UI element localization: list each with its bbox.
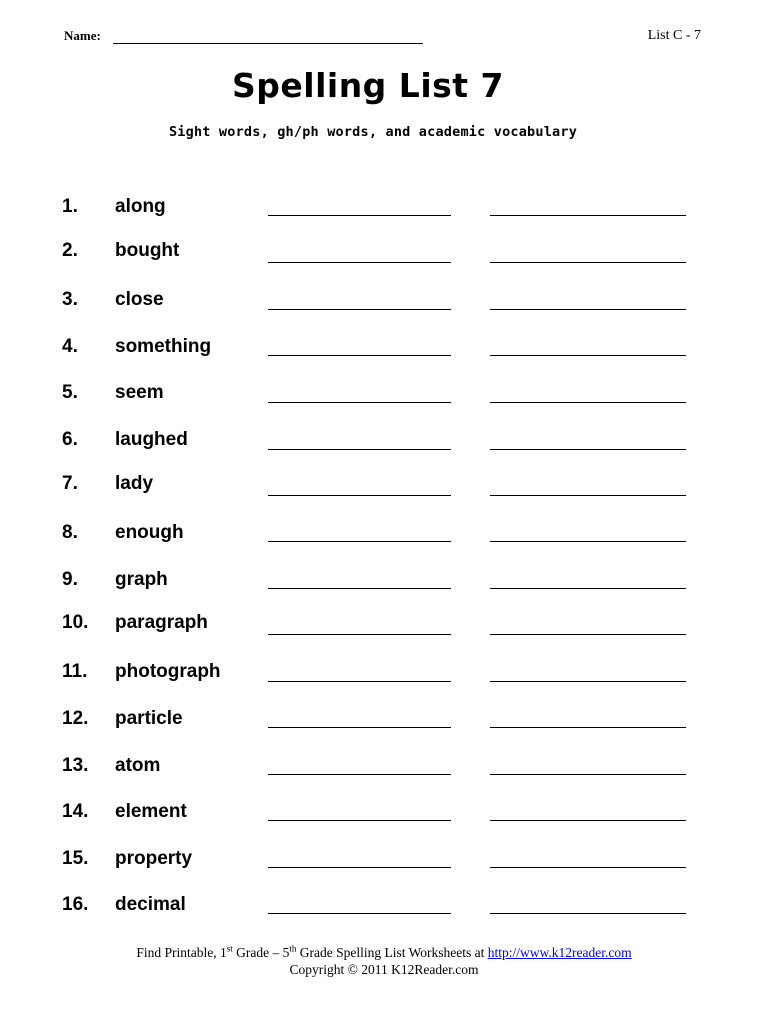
write-blank-2[interactable] [490,867,686,868]
write-blank-2[interactable] [490,913,686,914]
spelling-word: bought [115,240,180,261]
spelling-word: laughed [115,429,188,450]
write-blank-2[interactable] [490,774,686,775]
page-subtitle: Sight words, gh/ph words, and academic vocabulary [168,124,578,140]
footer-suffix: Grade Spelling List Worksheets at [296,945,488,960]
spelling-word: enough [115,522,184,543]
write-blank-2[interactable] [490,634,686,635]
write-blank-2[interactable] [490,495,686,496]
word-number: 8. [62,522,78,543]
spelling-word: element [115,801,187,822]
write-blank-1[interactable] [268,867,451,868]
write-blank-1[interactable] [268,262,451,263]
word-number: 13. [62,755,89,776]
footer-middle: Grade – 5 [232,945,290,960]
word-number: 1. [62,196,78,217]
word-number: 6. [62,429,78,450]
word-row [0,522,768,552]
word-row [0,801,768,831]
write-blank-2[interactable] [490,355,686,356]
spelling-word: particle [115,708,183,729]
word-row [0,196,768,226]
footer [0,944,768,978]
write-blank-1[interactable] [268,727,451,728]
list-code: List C - 7 [647,28,701,43]
spelling-word: graph [115,569,168,590]
word-number: 5. [62,382,78,403]
word-row [0,429,768,459]
word-row [0,569,768,599]
spelling-word: seem [115,382,164,403]
footer-copyright: Copyright © 2011 K12Reader.com [289,962,479,977]
write-blank-1[interactable] [268,355,451,356]
spelling-word: paragraph [115,612,208,633]
write-blank-1[interactable] [268,820,451,821]
word-number: 16. [62,894,89,915]
write-blank-2[interactable] [490,449,686,450]
word-row [0,382,768,412]
footer-sup-1: st [226,943,233,954]
name-label: Name: [64,28,101,43]
write-blank-1[interactable] [268,402,451,403]
word-number: 14. [62,801,89,822]
write-blank-2[interactable] [490,681,686,682]
word-number: 7. [62,473,78,494]
write-blank-2[interactable] [490,309,686,310]
word-row [0,336,768,366]
write-blank-2[interactable] [490,262,686,263]
spelling-word: photograph [115,661,221,682]
word-row [0,661,768,691]
write-blank-1[interactable] [268,495,451,496]
spelling-word: decimal [115,894,186,915]
write-blank-1[interactable] [268,449,451,450]
write-blank-2[interactable] [490,820,686,821]
write-blank-1[interactable] [268,215,451,216]
word-number: 12. [62,708,89,729]
word-row [0,289,768,319]
footer-line [0,944,768,961]
write-blank-2[interactable] [490,402,686,403]
write-blank-2[interactable] [490,215,686,216]
spelling-word: property [115,848,193,869]
spelling-word: lady [115,473,154,494]
word-number: 2. [62,240,78,261]
write-blank-1[interactable] [268,774,451,775]
word-row [0,755,768,785]
word-row [0,612,768,642]
word-row [0,894,768,924]
footer-prefix: Find Printable, 1 [136,945,227,960]
word-row [0,473,768,503]
word-number: 4. [62,336,78,357]
word-row [0,240,768,270]
word-number: 11. [62,661,88,682]
word-row [0,708,768,738]
footer-sup-2: th [289,943,297,954]
footer-link[interactable]: http://www.k12reader.com [487,945,632,960]
write-blank-1[interactable] [268,634,451,635]
word-number: 3. [62,289,78,310]
write-blank-1[interactable] [268,309,451,310]
write-blank-2[interactable] [490,727,686,728]
spelling-word: close [115,289,164,310]
page-title: Spelling List 7 [231,66,504,105]
spelling-word: along [115,196,166,217]
write-blank-2[interactable] [490,541,686,542]
write-blank-2[interactable] [490,588,686,589]
write-blank-1[interactable] [268,588,451,589]
word-number: 15. [62,848,89,869]
write-blank-1[interactable] [268,913,451,914]
word-number: 9. [62,569,78,590]
spelling-word: atom [115,755,161,776]
spelling-word: something [115,336,212,357]
write-blank-1[interactable] [268,681,451,682]
write-blank-1[interactable] [268,541,451,542]
word-number: 10. [62,612,89,633]
word-row [0,848,768,878]
